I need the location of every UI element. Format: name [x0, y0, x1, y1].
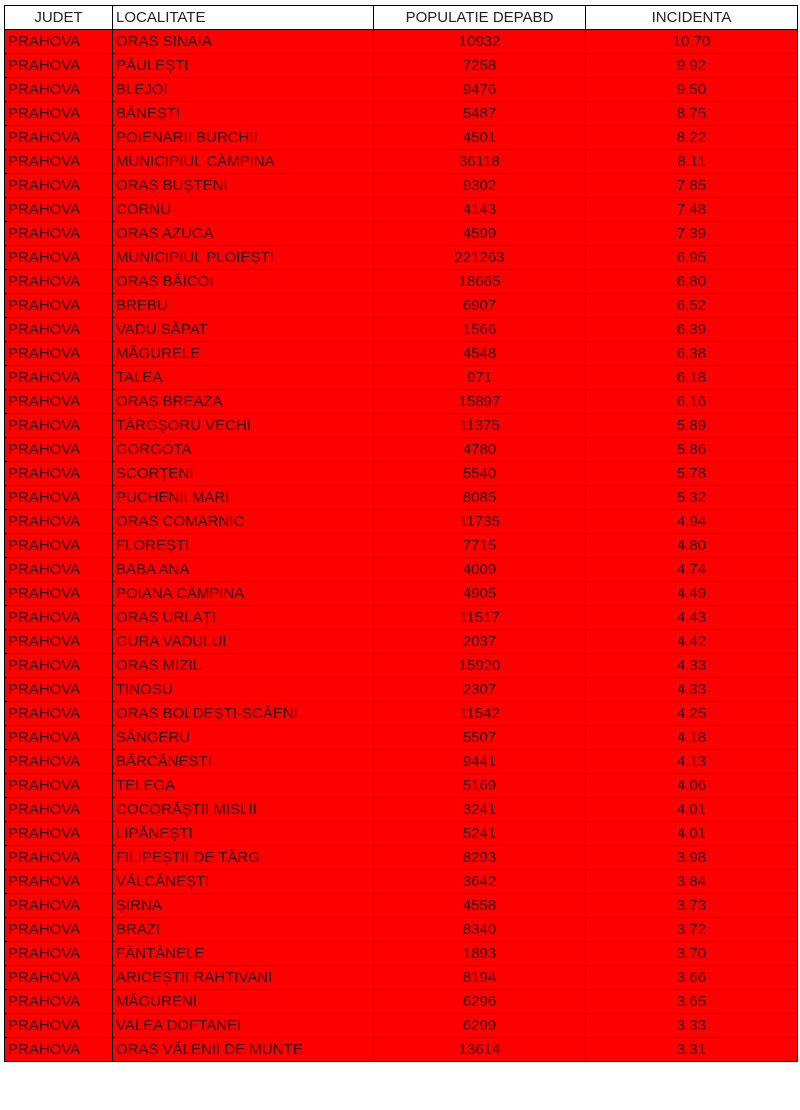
cell-localitate[interactable]: POIENARII BURCHII: [113, 126, 374, 150]
cell-populatie[interactable]: 9302: [374, 174, 586, 198]
cell-judet[interactable]: PRAHOVA: [5, 102, 113, 126]
cell-incidenta[interactable]: 3.65: [586, 990, 798, 1014]
cell-localitate[interactable]: BREBU: [113, 294, 374, 318]
cell-incidenta[interactable]: 3.98: [586, 846, 798, 870]
cell-localitate[interactable]: BLEJOI: [113, 78, 374, 102]
table-row: [5, 126, 798, 150]
cell-incidenta[interactable]: 4.74: [586, 558, 798, 582]
cell-localitate[interactable]: VADU SĂPAT: [113, 318, 374, 342]
cell-judet[interactable]: PRAHOVA: [5, 726, 113, 750]
table-row: [5, 342, 798, 366]
cell-populatie[interactable]: 10932: [374, 30, 586, 54]
cell-judet[interactable]: PRAHOVA: [5, 222, 113, 246]
cell-localitate[interactable]: VÂLCĂNEȘTI: [113, 870, 374, 894]
cell-populatie[interactable]: 8085: [374, 486, 586, 510]
cell-localitate[interactable]: ARICEȘTII RAHTIVANI: [113, 966, 374, 990]
cell-incidenta[interactable]: 3.73: [586, 894, 798, 918]
cell-localitate[interactable]: ORAȘ COMARNIC: [113, 510, 374, 534]
cell-localitate[interactable]: ORAȘ BOLDEȘTI-SCĂENI: [113, 702, 374, 726]
cell-judet[interactable]: PRAHOVA: [5, 678, 113, 702]
cell-incidenta[interactable]: 4.33: [586, 678, 798, 702]
cell-localitate[interactable]: ORAȘ SINAIA: [113, 30, 374, 54]
cell-populatie[interactable]: 971: [374, 366, 586, 390]
cell-incidenta[interactable]: 6.18: [586, 366, 798, 390]
cell-localitate[interactable]: ORAȘ AZUGA: [113, 222, 374, 246]
cell-judet[interactable]: PRAHOVA: [5, 630, 113, 654]
table-row: [5, 726, 798, 750]
cell-incidenta[interactable]: 3.72: [586, 918, 798, 942]
cell-judet[interactable]: PRAHOVA: [5, 798, 113, 822]
cell-incidenta[interactable]: 5.32: [586, 486, 798, 510]
cell-judet[interactable]: PRAHOVA: [5, 198, 113, 222]
table-row: [5, 318, 798, 342]
cell-judet[interactable]: PRAHOVA: [5, 918, 113, 942]
cell-judet[interactable]: PRAHOVA: [5, 822, 113, 846]
cell-incidenta[interactable]: 4.18: [586, 726, 798, 750]
table-row: [5, 750, 798, 774]
cell-populatie[interactable]: 221263: [374, 246, 586, 270]
table-row: [5, 678, 798, 702]
cell-incidenta[interactable]: 4.43: [586, 606, 798, 630]
cell-localitate[interactable]: ORAȘ URLAȚI: [113, 606, 374, 630]
cell-judet[interactable]: PRAHOVA: [5, 246, 113, 270]
cell-populatie[interactable]: 3241: [374, 798, 586, 822]
cell-localitate[interactable]: TALEA: [113, 366, 374, 390]
cell-localitate[interactable]: ORAȘ BĂICOI: [113, 270, 374, 294]
table-row: [5, 846, 798, 870]
cell-localitate[interactable]: GORGOTA: [113, 438, 374, 462]
cell-judet[interactable]: PRAHOVA: [5, 750, 113, 774]
cell-judet[interactable]: PRAHOVA: [5, 1014, 113, 1038]
header-localitate[interactable]: LOCALITATE: [113, 6, 374, 30]
cell-incidenta[interactable]: 7.39: [586, 222, 798, 246]
cell-incidenta[interactable]: 4.80: [586, 534, 798, 558]
cell-populatie[interactable]: 5507: [374, 726, 586, 750]
cell-populatie[interactable]: 8194: [374, 966, 586, 990]
table-row: [5, 198, 798, 222]
cell-judet[interactable]: PRAHOVA: [5, 870, 113, 894]
cell-judet[interactable]: PRAHOVA: [5, 294, 113, 318]
cell-judet[interactable]: PRAHOVA: [5, 654, 113, 678]
table-row: [5, 390, 798, 414]
cell-localitate[interactable]: MĂGURELE: [113, 342, 374, 366]
cell-judet[interactable]: PRAHOVA: [5, 966, 113, 990]
table-row: [5, 582, 798, 606]
cell-populatie[interactable]: 15897: [374, 390, 586, 414]
table-row: [5, 990, 798, 1014]
cell-incidenta[interactable]: 4.49: [586, 582, 798, 606]
cell-populatie[interactable]: 4558: [374, 894, 586, 918]
cell-localitate[interactable]: ORAȘ BUȘTENI: [113, 174, 374, 198]
cell-incidenta[interactable]: 6.39: [586, 318, 798, 342]
cell-populatie[interactable]: 15920: [374, 654, 586, 678]
table-row: [5, 174, 798, 198]
cell-judet[interactable]: PRAHOVA: [5, 702, 113, 726]
cell-populatie[interactable]: 4501: [374, 126, 586, 150]
cell-localitate[interactable]: LIPĂNEȘTI: [113, 822, 374, 846]
cell-populatie[interactable]: 11542: [374, 702, 586, 726]
cell-judet[interactable]: PRAHOVA: [5, 990, 113, 1014]
table-row: [5, 942, 798, 966]
cell-incidenta[interactable]: 9.50: [586, 78, 798, 102]
cell-judet[interactable]: PRAHOVA: [5, 558, 113, 582]
cell-localitate[interactable]: FÂNTÂNELE: [113, 942, 374, 966]
table-row: [5, 654, 798, 678]
cell-populatie[interactable]: 8293: [374, 846, 586, 870]
table-row: [5, 30, 798, 54]
cell-incidenta[interactable]: 4.94: [586, 510, 798, 534]
table-row: [5, 462, 798, 486]
cell-incidenta[interactable]: 4.01: [586, 798, 798, 822]
cell-localitate[interactable]: POIANA CÂMPINA: [113, 582, 374, 606]
cell-judet[interactable]: PRAHOVA: [5, 486, 113, 510]
table-row: [5, 534, 798, 558]
table-row: [5, 1038, 798, 1062]
table-row: [5, 54, 798, 78]
table-row: [5, 414, 798, 438]
cell-incidenta[interactable]: 4.13: [586, 750, 798, 774]
cell-localitate[interactable]: TÂRGȘORU VECHI: [113, 414, 374, 438]
table-row: [5, 558, 798, 582]
cell-populatie[interactable]: 4143: [374, 198, 586, 222]
table-row: [5, 894, 798, 918]
cell-judet[interactable]: PRAHOVA: [5, 270, 113, 294]
cell-incidenta[interactable]: 7.85: [586, 174, 798, 198]
table-row: [5, 798, 798, 822]
cell-judet[interactable]: PRAHOVA: [5, 606, 113, 630]
cell-incidenta[interactable]: 6.95: [586, 246, 798, 270]
table-row: [5, 774, 798, 798]
cell-populatie[interactable]: 7715: [374, 534, 586, 558]
cell-localitate[interactable]: PĂULEȘTI: [113, 54, 374, 78]
header-row: [5, 6, 798, 30]
table-row: [5, 438, 798, 462]
cell-localitate[interactable]: MUNICIPIUL PLOIEȘTI: [113, 246, 374, 270]
cell-localitate[interactable]: SÂNGERU: [113, 726, 374, 750]
cell-incidenta[interactable]: 3.31: [586, 1038, 798, 1062]
cell-localitate[interactable]: BĂNEȘTI: [113, 102, 374, 126]
cell-populatie[interactable]: 11375: [374, 414, 586, 438]
cell-judet[interactable]: PRAHOVA: [5, 30, 113, 54]
cell-populatie[interactable]: 8340: [374, 918, 586, 942]
cell-judet[interactable]: PRAHOVA: [5, 846, 113, 870]
cell-populatie[interactable]: 9441: [374, 750, 586, 774]
cell-judet[interactable]: PRAHOVA: [5, 54, 113, 78]
cell-incidenta[interactable]: 9.92: [586, 54, 798, 78]
table-row: [5, 486, 798, 510]
cell-localitate[interactable]: MUNICIPIUL CÂMPINA: [113, 150, 374, 174]
cell-populatie[interactable]: 4599: [374, 222, 586, 246]
table-row: [5, 630, 798, 654]
cell-judet[interactable]: PRAHOVA: [5, 438, 113, 462]
table-row: [5, 510, 798, 534]
table-row: [5, 102, 798, 126]
cell-judet[interactable]: PRAHOVA: [5, 78, 113, 102]
table-row: [5, 870, 798, 894]
cell-populatie[interactable]: 18665: [374, 270, 586, 294]
header-judet[interactable]: JUDET: [5, 6, 113, 30]
cell-localitate[interactable]: PUCHENII MARI: [113, 486, 374, 510]
cell-incidenta[interactable]: 4.06: [586, 774, 798, 798]
cell-judet[interactable]: PRAHOVA: [5, 1038, 113, 1062]
cell-localitate[interactable]: ORAȘ MIZIL: [113, 654, 374, 678]
table-row: [5, 150, 798, 174]
cell-localitate[interactable]: BĂRCĂNEȘTI: [113, 750, 374, 774]
cell-localitate[interactable]: TELEGA: [113, 774, 374, 798]
cell-incidenta[interactable]: 8.75: [586, 102, 798, 126]
cell-incidenta[interactable]: 7.48: [586, 198, 798, 222]
cell-localitate[interactable]: ORAȘ BREAZA: [113, 390, 374, 414]
cell-localitate[interactable]: MĂGURENI: [113, 990, 374, 1014]
table-row: [5, 822, 798, 846]
table-row: [5, 918, 798, 942]
cell-localitate[interactable]: VALEA DOFTANEI: [113, 1014, 374, 1038]
cell-populatie[interactable]: 2037: [374, 630, 586, 654]
cell-populatie[interactable]: 9476: [374, 78, 586, 102]
cell-judet[interactable]: PRAHOVA: [5, 318, 113, 342]
cell-incidenta[interactable]: 6.80: [586, 270, 798, 294]
cell-localitate[interactable]: ORAȘ VĂLENII DE MUNTE: [113, 1038, 374, 1062]
cell-populatie[interactable]: 36118: [374, 150, 586, 174]
cell-populatie[interactable]: 7258: [374, 54, 586, 78]
table-row: [5, 270, 798, 294]
cell-localitate[interactable]: TINOSU: [113, 678, 374, 702]
table-row: [5, 966, 798, 990]
cell-localitate[interactable]: ȘIRNA: [113, 894, 374, 918]
cell-populatie[interactable]: 3642: [374, 870, 586, 894]
cell-judet[interactable]: PRAHOVA: [5, 414, 113, 438]
cell-judet[interactable]: PRAHOVA: [5, 174, 113, 198]
cell-judet[interactable]: PRAHOVA: [5, 150, 113, 174]
cell-incidenta[interactable]: 5.86: [586, 438, 798, 462]
cell-populatie[interactable]: 5487: [374, 102, 586, 126]
cell-localitate[interactable]: GURA VADULUI: [113, 630, 374, 654]
cell-populatie[interactable]: 6907: [374, 294, 586, 318]
cell-incidenta[interactable]: 6.16: [586, 390, 798, 414]
table-row: [5, 606, 798, 630]
table-row: [5, 246, 798, 270]
cell-incidenta[interactable]: 3.66: [586, 966, 798, 990]
cell-populatie[interactable]: 1566: [374, 318, 586, 342]
cell-judet[interactable]: PRAHOVA: [5, 774, 113, 798]
table-body: [5, 30, 798, 1062]
cell-judet[interactable]: PRAHOVA: [5, 534, 113, 558]
cell-populatie[interactable]: 13614: [374, 1038, 586, 1062]
header-populatie[interactable]: POPULATIE DEPABD: [374, 6, 586, 30]
cell-populatie[interactable]: 1893: [374, 942, 586, 966]
table-row: [5, 222, 798, 246]
cell-incidenta[interactable]: 8.22: [586, 126, 798, 150]
cell-incidenta[interactable]: 3.84: [586, 870, 798, 894]
cell-judet[interactable]: PRAHOVA: [5, 342, 113, 366]
cell-localitate[interactable]: COCORĂȘTII MISLII: [113, 798, 374, 822]
cell-localitate[interactable]: BRAZI: [113, 918, 374, 942]
cell-localitate[interactable]: SCORȚENI: [113, 462, 374, 486]
cell-judet[interactable]: PRAHOVA: [5, 582, 113, 606]
cell-populatie[interactable]: 5540: [374, 462, 586, 486]
cell-populatie[interactable]: 6296: [374, 990, 586, 1014]
cell-populatie[interactable]: 5241: [374, 822, 586, 846]
cell-populatie[interactable]: 2307: [374, 678, 586, 702]
table-row: [5, 78, 798, 102]
cell-incidenta[interactable]: 3.70: [586, 942, 798, 966]
cell-localitate[interactable]: CORNU: [113, 198, 374, 222]
table-row: [5, 702, 798, 726]
cell-populatie[interactable]: 6299: [374, 1014, 586, 1038]
cell-incidenta[interactable]: 4.33: [586, 654, 798, 678]
cell-localitate[interactable]: FILIPEȘTII DE TÂRG: [113, 846, 374, 870]
cell-incidenta[interactable]: 5.89: [586, 414, 798, 438]
cell-judet[interactable]: PRAHOVA: [5, 366, 113, 390]
cell-populatie[interactable]: 11517: [374, 606, 586, 630]
cell-incidenta[interactable]: 10.70: [586, 30, 798, 54]
cell-judet[interactable]: PRAHOVA: [5, 390, 113, 414]
cell-incidenta[interactable]: 4.25: [586, 702, 798, 726]
cell-incidenta[interactable]: 4.01: [586, 822, 798, 846]
cell-incidenta[interactable]: 3.33: [586, 1014, 798, 1038]
cell-populatie[interactable]: 4905: [374, 582, 586, 606]
cell-localitate[interactable]: BABA ANA: [113, 558, 374, 582]
cell-incidenta[interactable]: 6.52: [586, 294, 798, 318]
cell-incidenta[interactable]: 6.38: [586, 342, 798, 366]
cell-populatie[interactable]: 4009: [374, 558, 586, 582]
header-incidenta[interactable]: INCIDENTA: [586, 6, 798, 30]
cell-localitate[interactable]: FLOREȘTI: [113, 534, 374, 558]
cell-judet[interactable]: PRAHOVA: [5, 510, 113, 534]
cell-judet[interactable]: PRAHOVA: [5, 126, 113, 150]
cell-populatie[interactable]: 5169: [374, 774, 586, 798]
cell-populatie[interactable]: 11735: [374, 510, 586, 534]
cell-judet[interactable]: PRAHOVA: [5, 462, 113, 486]
table-row: [5, 366, 798, 390]
cell-judet[interactable]: PRAHOVA: [5, 894, 113, 918]
incidence-table: [4, 5, 798, 1062]
table-row: [5, 294, 798, 318]
cell-incidenta[interactable]: 5.78: [586, 462, 798, 486]
cell-judet[interactable]: PRAHOVA: [5, 942, 113, 966]
cell-incidenta[interactable]: 4.42: [586, 630, 798, 654]
table-row: [5, 1014, 798, 1038]
cell-incidenta[interactable]: 8.11: [586, 150, 798, 174]
cell-populatie[interactable]: 4780: [374, 438, 586, 462]
cell-populatie[interactable]: 4548: [374, 342, 586, 366]
